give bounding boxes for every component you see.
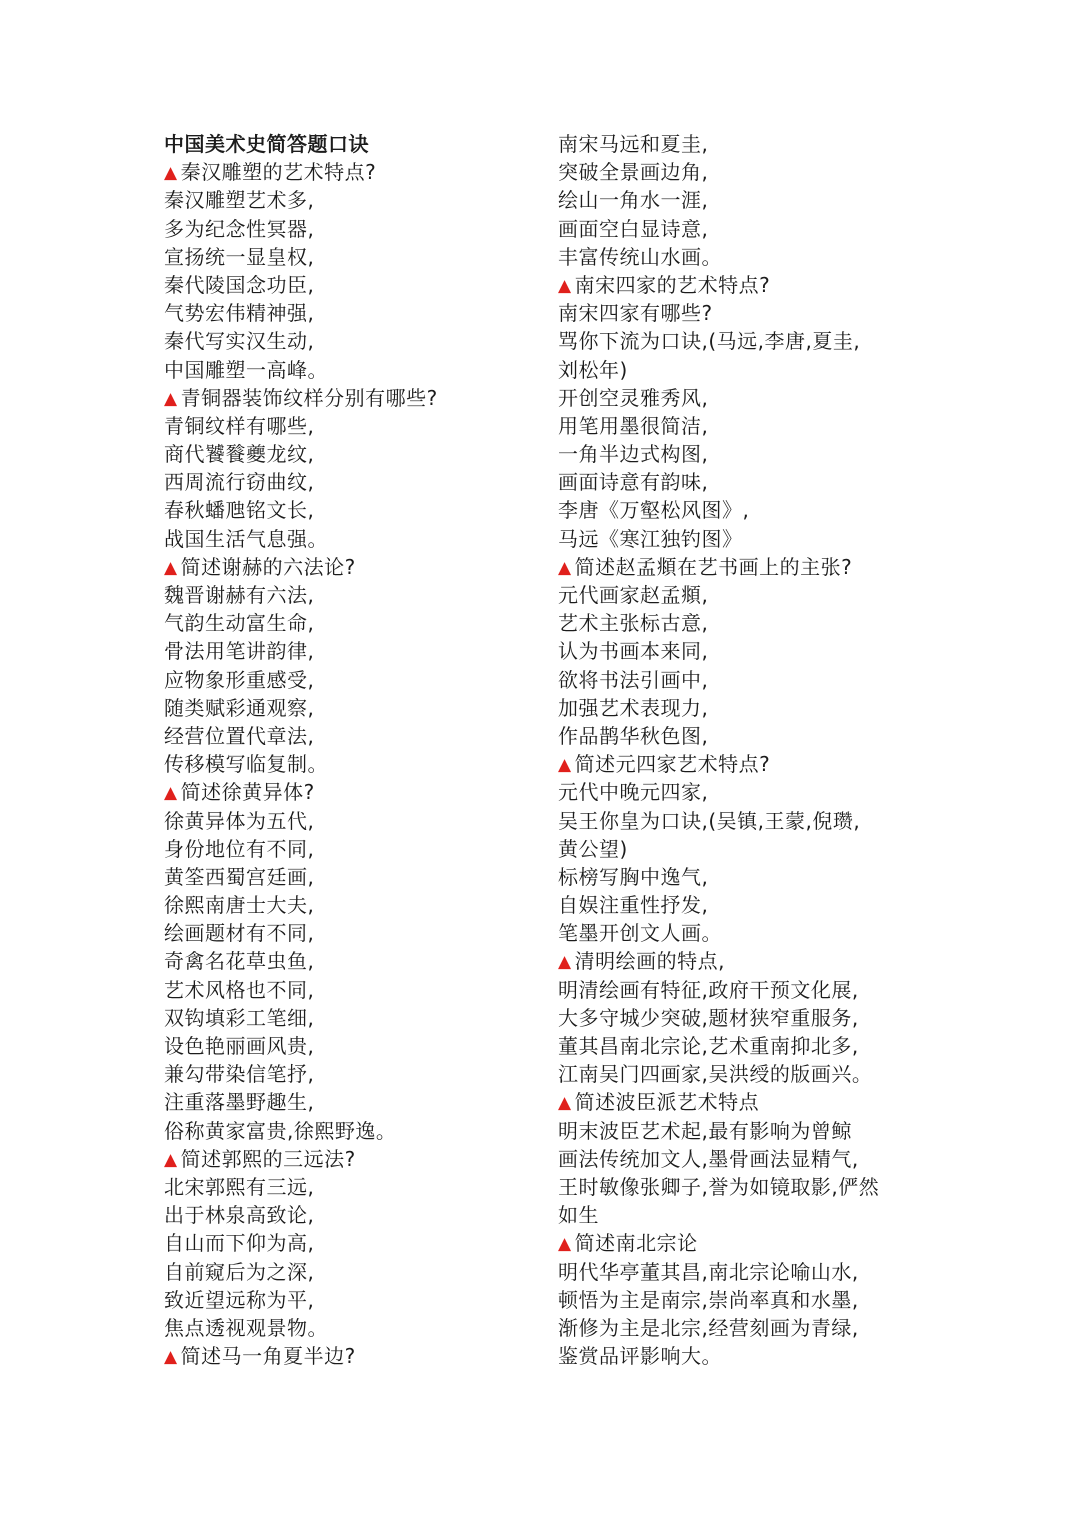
page-title: 中国美术史简答题口诀: [164, 132, 369, 156]
question-text: 简述赵孟頫在艺书画上的主张?: [574, 554, 853, 579]
mnemonic-line: 突破全景画边角,: [558, 160, 709, 185]
question-text: 简述波臣派艺术特点: [574, 1090, 760, 1115]
mnemonic-line: 多为纪念性冥器,: [164, 216, 315, 241]
mnemonic-line: 董其昌南北宗论,艺术重南抑北多,: [558, 1034, 859, 1058]
red-triangle-icon: ▲: [558, 275, 572, 296]
mnemonic-line: 李唐《万壑松风图》,: [558, 498, 750, 523]
mnemonic-line: 南宋马远和夏圭,: [558, 132, 709, 156]
mnemonic-line: 焦点透视观景物。: [164, 1315, 328, 1340]
question-heading: [558, 947, 938, 975]
mnemonic-line: 自山而下仰为高,: [164, 1231, 315, 1256]
mnemonic-line: 致近望远称为平,: [164, 1287, 315, 1312]
mnemonic-line: 如生: [558, 1203, 599, 1228]
mnemonic-line: 开创空灵雅秀风,: [558, 385, 709, 410]
mnemonic-line: 秦代写实汉生动,: [164, 329, 315, 354]
red-triangle-icon: ▲: [164, 1347, 178, 1368]
mnemonic-line: 春秋蟠虺铭文长,: [164, 498, 315, 523]
mnemonic-line: 吴王你皇为口诀,(吴镇,王蒙,倪瓒,: [558, 808, 861, 833]
mnemonic-line: 顿悟为主是南宗,崇尚率真和水墨,: [558, 1287, 859, 1312]
mnemonic-line: 骂你下流为口诀,(马远,李唐,夏圭,: [558, 329, 861, 354]
mnemonic-line: 宣扬统一显皇权,: [164, 244, 315, 269]
mnemonic-line: 绘画题材有不同,: [164, 921, 315, 946]
question-text: 清明绘画的特点,: [574, 949, 725, 974]
mnemonic-line: 绘山一角水一涯,: [558, 188, 709, 213]
mnemonic-line: 认为书画本来同,: [558, 639, 709, 664]
question-heading: [164, 778, 544, 806]
question-text: 简述马一角夏半边?: [180, 1344, 356, 1369]
mnemonic-line: 随类赋彩通观察,: [164, 695, 315, 720]
mnemonic-line: 气韵生动富生命,: [164, 611, 315, 636]
mnemonic-line: 江南吴门四画家,吴洪绶的版画兴。: [558, 1062, 873, 1087]
mnemonic-line: 双钩填彩工笔细,: [164, 1005, 315, 1030]
right-column: [558, 130, 938, 1370]
mnemonic-line: 应物象形重感受,: [164, 667, 315, 692]
question-text: 秦汉雕塑的艺术特点?: [180, 160, 377, 185]
mnemonic-line: 明代华亭董其昌,南北宗论喻山水,: [558, 1259, 859, 1284]
mnemonic-line: 气势宏伟精神强,: [164, 301, 315, 326]
question-heading: [558, 750, 938, 778]
mnemonic-line: 身份地位有不同,: [164, 836, 315, 861]
mnemonic-line: 用笔用墨很简洁,: [558, 413, 709, 438]
mnemonic-line: 作品鹊华秋色图,: [558, 723, 709, 748]
mnemonic-line: 奇禽名花草虫鱼,: [164, 949, 315, 974]
question-heading: [558, 553, 938, 581]
question-heading: [164, 1145, 544, 1173]
mnemonic-line: 画面诗意有韵味,: [558, 470, 709, 495]
mnemonic-line: 徐熙南唐士大夫,: [164, 893, 315, 918]
mnemonic-line: 西周流行窃曲纹,: [164, 470, 315, 495]
mnemonic-line: 黄公望): [558, 836, 628, 861]
question-heading: [164, 384, 544, 412]
mnemonic-line: 出于林泉高致论,: [164, 1203, 315, 1228]
red-triangle-icon: ▲: [164, 163, 178, 184]
question-text: 简述谢赫的六法论?: [180, 554, 356, 579]
mnemonic-line: 自前窥后为之深,: [164, 1259, 315, 1284]
question-text: 青铜器装饰纹样分别有哪些?: [180, 385, 438, 410]
mnemonic-line: 元代画家赵孟頫,: [558, 583, 709, 607]
mnemonic-line: 王时敏像张卿子,誉为如镜取影,俨然: [558, 1174, 880, 1199]
question-text: 简述郭熙的三远法?: [180, 1146, 356, 1171]
red-triangle-icon: ▲: [558, 952, 572, 973]
mnemonic-line: 笔墨开创文人画。: [558, 921, 722, 946]
question-text: 简述南北宗论: [574, 1231, 698, 1256]
red-triangle-icon: ▲: [164, 783, 178, 804]
question-heading: [164, 1342, 544, 1370]
red-triangle-icon: ▲: [164, 388, 178, 409]
question-heading: [164, 553, 544, 581]
mnemonic-line: 自娱注重性抒发,: [558, 893, 709, 918]
mnemonic-line: 标榜写胸中逸气,: [558, 864, 709, 889]
question-text: 简述元四家艺术特点?: [574, 752, 771, 777]
mnemonic-line: 秦代陵国念功臣,: [164, 272, 315, 297]
mnemonic-line: 一角半边式构图,: [558, 442, 709, 467]
mnemonic-line: 中国雕塑一高峰。: [164, 357, 328, 382]
mnemonic-line: 设色艳丽画风贵,: [164, 1034, 315, 1058]
left-column: [164, 130, 544, 1370]
mnemonic-line: 画面空白显诗意,: [558, 216, 709, 241]
mnemonic-line: 画法传统加文人,墨骨画法显精气,: [558, 1146, 859, 1171]
mnemonic-line: 欲将书法引画中,: [558, 667, 709, 692]
mnemonic-line: 南宋四家有哪些?: [558, 301, 713, 326]
question-text: 简述徐黄异体?: [180, 780, 315, 805]
mnemonic-line: 北宋郭熙有三远,: [164, 1174, 315, 1199]
mnemonic-line: 加强艺术表现力,: [558, 695, 709, 720]
red-triangle-icon: ▲: [558, 1234, 572, 1255]
mnemonic-line: 元代中晚元四家,: [558, 780, 709, 805]
mnemonic-line: 明清绘画有特征,政府干预文化展,: [558, 977, 859, 1002]
mnemonic-line: 黄筌西蜀宫廷画,: [164, 864, 315, 889]
mnemonic-line: 大多守城少突破,题材狭窄重服务,: [558, 1005, 859, 1030]
mnemonic-line: 马远《寒江独钓图》: [558, 526, 743, 551]
red-triangle-icon: ▲: [164, 557, 178, 578]
mnemonic-line: 兼勾带染信笔抒,: [164, 1062, 315, 1087]
mnemonic-line: 经营位置代章法,: [164, 723, 315, 748]
question-text: 南宋四家的艺术特点?: [574, 272, 771, 297]
question-heading: [164, 158, 544, 186]
mnemonic-line: 艺术风格也不同,: [164, 977, 315, 1002]
red-triangle-icon: ▲: [164, 1149, 178, 1170]
red-triangle-icon: ▲: [558, 755, 572, 776]
question-heading: [558, 1229, 938, 1257]
mnemonic-line: 刘松年): [558, 357, 628, 382]
mnemonic-line: 秦汉雕塑艺术多,: [164, 188, 315, 213]
mnemonic-line: 战国生活气息强。: [164, 526, 328, 551]
question-heading: [558, 1088, 938, 1116]
mnemonic-line: 艺术主张标古意,: [558, 611, 709, 636]
mnemonic-line: 青铜纹样有哪些,: [164, 413, 315, 438]
mnemonic-line: 骨法用笔讲韵律,: [164, 639, 315, 664]
mnemonic-line: 商代饕餮夔龙纹,: [164, 442, 315, 467]
mnemonic-line: 俗称黄家富贵,徐熙野逸。: [164, 1118, 397, 1143]
mnemonic-line: 鉴赏品评影响大。: [558, 1344, 722, 1369]
mnemonic-line: 渐修为主是北宗,经营刻画为青绿,: [558, 1315, 859, 1340]
mnemonic-line: 注重落墨野趣生,: [164, 1090, 315, 1115]
red-triangle-icon: ▲: [558, 557, 572, 578]
mnemonic-line: 徐黄异体为五代,: [164, 808, 315, 833]
mnemonic-line: 明末波臣艺术起,最有影响为曾鲸: [558, 1118, 852, 1143]
red-triangle-icon: ▲: [558, 1093, 572, 1114]
question-heading: [558, 271, 938, 299]
mnemonic-line: 传移模写临复制。: [164, 752, 328, 777]
mnemonic-line: 丰富传统山水画。: [558, 244, 722, 269]
mnemonic-line: 魏晋谢赫有六法,: [164, 583, 315, 607]
